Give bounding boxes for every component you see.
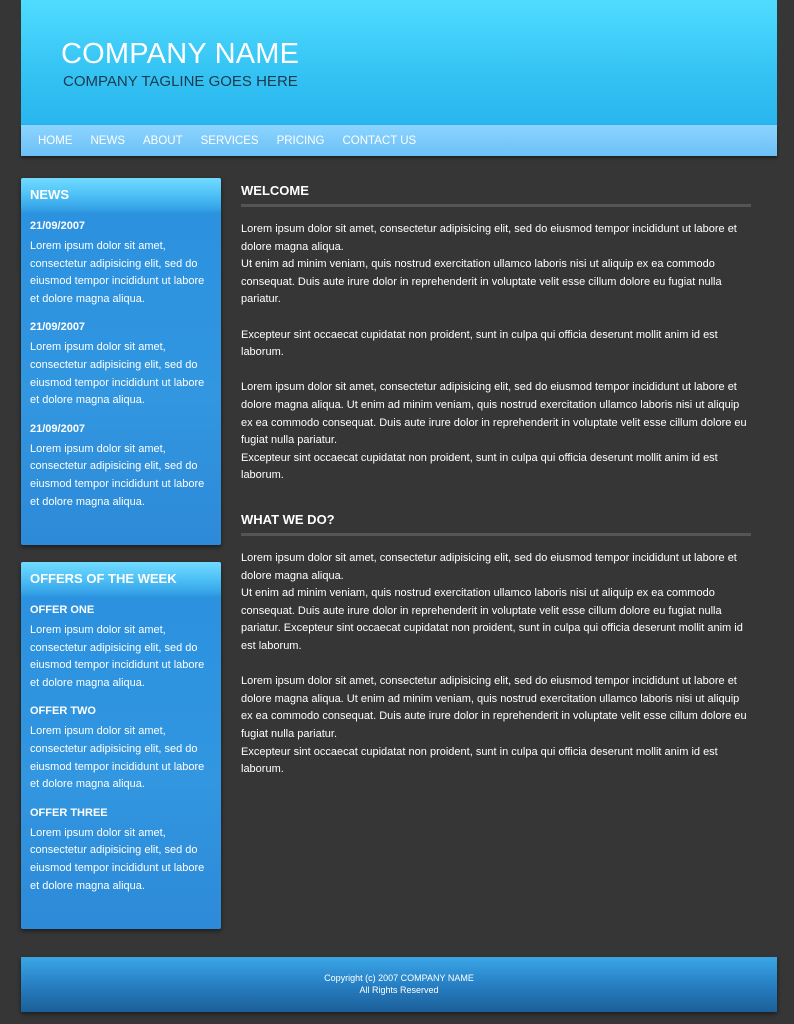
offer-text: Lorem ipsum dolor sit amet, consectetur adipisicing elit, sed do eiusmod tempor incididunt ut labore et dolore magna aliqua. bbox=[30, 725, 205, 791]
site-header bbox=[21, 0, 777, 125]
welcome-paragraph: Lorem ipsum dolor sit amet, consectetur adipisicing elit, sed do eiusmod tempor incididunt ut labore et dolore magna aliqua. Ut enim ad minim veniam, quis nostrud exercitation ullamco laboris nisi ut aliquip ex ea commodo consequat. Duis aute irure dolor in reprehenderit in voluptate velit esse cillum dolore eu fugiat nulla pariatur. bbox=[241, 381, 747, 447]
news-text: Lorem ipsum dolor sit amet, consectetur adipisicing elit, sed do eiusmod tempor incididunt ut labore et dolore magna aliqua. bbox=[30, 442, 205, 508]
news-date: 21/09/2007 bbox=[30, 321, 86, 334]
what-we-do-paragraph: Lorem ipsum dolor sit amet, consectetur adipisicing elit, sed do eiusmod tempor incididunt ut labore et dolore magna aliqua. Ut enim ad minim veniam, quis nostrud exercitation ullamco laboris nisi ut aliquip ex ea commodo consequat. Duis aute irure dolor in reprehenderit in voluptate velit esse cillum dolore eu fugiat nulla pariatur. bbox=[241, 675, 747, 740]
nav-pricing-link[interactable]: PRICING bbox=[276, 134, 325, 147]
news-box bbox=[21, 178, 221, 545]
nav-news-link[interactable]: NEWS bbox=[90, 134, 125, 147]
copyright-text: Copyright (c) 2007 COMPANY NAME bbox=[324, 973, 474, 983]
offer-text: Lorem ipsum dolor sit amet, consectetur adipisicing elit, sed do eiusmod tempor incididunt ut labore et dolore magna aliqua. bbox=[30, 624, 205, 689]
nav-home-link[interactable]: HOME bbox=[38, 134, 73, 147]
welcome-paragraph: Excepteur sint occaecat cupidatat non proident, sunt in culpa qui officia deserunt mollit anim id est laborum. bbox=[241, 451, 718, 482]
welcome-heading: WELCOME bbox=[241, 183, 751, 207]
news-date: 21/09/2007 bbox=[30, 220, 86, 232]
rights-text: All Rights Reserved bbox=[359, 984, 439, 995]
welcome-paragraph: Excepteur sint occaecat cupidatat non proident, sunt in culpa qui officia deserunt mollit anim id est laborum. bbox=[241, 328, 718, 359]
news-heading: NEWS bbox=[21, 178, 221, 214]
what-we-do-paragraph: Ut enim ad minim veniam, quis nostrud exercitation ullamco laboris nisi ut aliquip ex ea commodo consequat. Duis aute irure dolor in reprehenderit in voluptate velit esse cillum dolore eu fugiat nulla pariatur. Excepteur sint occaecat cupidatat non proident, sunt in culpa qui officia deserunt mollit anim id est laborum. bbox=[241, 587, 743, 652]
main-nav bbox=[21, 125, 777, 156]
offer-title[interactable]: OFFER THREE bbox=[30, 806, 108, 819]
offer-title[interactable]: OFFER TWO bbox=[30, 705, 96, 718]
nav-services-link[interactable]: SERVICES bbox=[200, 134, 259, 147]
news-text: Lorem ipsum dolor sit amet, consectetur adipisicing elit, sed do eiusmod tempor incididunt ut labore et dolore magna aliqua. bbox=[30, 341, 205, 407]
site-tagline: COMPANY TAGLINE GOES HERE bbox=[63, 73, 298, 90]
welcome-section bbox=[241, 183, 751, 485]
welcome-paragraph: Lorem ipsum dolor sit amet, consectetur adipisicing elit, sed do eiusmod tempor incididunt ut labore et dolore magna aliqua. bbox=[241, 223, 737, 253]
offer-text: Lorem ipsum dolor sit amet, consectetur adipisicing elit, sed do eiusmod tempor incididunt ut labore et dolore magna aliqua. bbox=[30, 826, 205, 892]
welcome-paragraph: Ut enim ad minim veniam, quis nostrud exercitation ullamco laboris nisi ut aliquip ex ea commodo consequat. Duis aute irure dolor in reprehenderit in voluptate velit esse cillum dolore eu fugiat nulla pariatur. bbox=[241, 258, 722, 306]
offer-title[interactable]: OFFER ONE bbox=[30, 604, 95, 616]
what-we-do-section bbox=[241, 512, 751, 779]
news-text: Lorem ipsum dolor sit amet, consectetur adipisicing elit, sed do eiusmod tempor incididunt ut labore et dolore magna aliqua. bbox=[30, 240, 205, 305]
news-date: 21/09/2007 bbox=[30, 422, 86, 435]
what-we-do-paragraph: Lorem ipsum dolor sit amet, consectetur adipisicing elit, sed do eiusmod tempor incididunt ut labore et dolore magna aliqua. bbox=[241, 552, 737, 582]
site-title[interactable]: COMPANY NAME bbox=[61, 38, 300, 70]
site-footer bbox=[21, 957, 777, 1012]
offers-box bbox=[21, 562, 221, 929]
nav-about-link[interactable]: ABOUT bbox=[143, 134, 183, 147]
offers-heading: OFFERS OF THE WEEK bbox=[21, 562, 221, 598]
what-we-do-heading: WHAT WE DO? bbox=[241, 512, 751, 536]
what-we-do-paragraph: Excepteur sint occaecat cupidatat non proident, sunt in culpa qui officia deserunt mollit anim id est laborum. bbox=[241, 745, 718, 776]
nav-contact-link[interactable]: CONTACT US bbox=[342, 134, 417, 147]
